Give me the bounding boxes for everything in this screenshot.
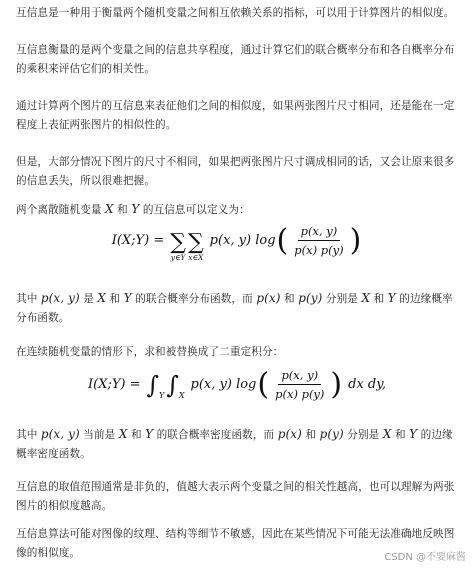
formula-tail: dx dy, <box>348 377 386 392</box>
text-span: 和 <box>109 293 121 305</box>
right-paren: ) <box>349 222 362 258</box>
math-py: p(y) <box>319 427 344 441</box>
text-span: 其中 <box>16 429 38 441</box>
text-span: 是 <box>83 293 94 305</box>
paragraph-limitation: 互信息算法可能对图像的纹理、结构等细节不敏感，因此在某些情况下可能无法准确地反映图像的相似度。 <box>16 528 455 559</box>
fraction-numerator: p(x, y) <box>278 368 321 385</box>
integral-subscript: X <box>178 390 185 400</box>
right-paren: ) <box>330 366 343 402</box>
formula-term: p(x, y) log <box>190 377 257 392</box>
fraction-denominator: p(x) p(y) <box>275 387 325 401</box>
integral-symbol: ∫ <box>166 370 179 399</box>
left-paren: ( <box>257 366 270 402</box>
math-var-y: Y <box>409 427 418 441</box>
integral-over-x <box>166 372 184 398</box>
math-var-x: X <box>97 291 107 305</box>
fraction-denominator: p(x) p(y) <box>294 243 344 257</box>
paragraph-value-range: 互信息的取值范围通常是非负的，值越大表示两个变量之间的相关性越高，也可以理解为两张图片的相似度越高。 <box>16 481 455 512</box>
paragraph-continuous-explain <box>16 425 462 464</box>
paragraph-size-caveat: 但是，大部分情况下图片的尺寸不相同，如果把两张图片尺寸调成相同的话，又会让原来很多的信息丢失，所以很难把握。 <box>16 156 455 187</box>
text-span: 和 <box>305 429 317 441</box>
sum-over-y <box>170 229 186 262</box>
integral-subscript: Y <box>159 390 165 400</box>
text-span: 两个离散随机变量 <box>16 204 102 216</box>
text-span: 和 <box>117 204 128 216</box>
text-span: 和 <box>130 429 142 441</box>
left-paren: ( <box>276 222 289 258</box>
math-py: p(y) <box>298 291 323 305</box>
paragraph-definition: 互信息衡量的是两个变量之间的信息共享程度，通过计算它们的联合概率分布和各自概率分布的乘积来评估它们的相关性。 <box>16 44 455 75</box>
sum-symbol: ∑ <box>187 229 204 255</box>
fraction <box>272 368 327 401</box>
text-span: 的联合概率密度函数，而 <box>156 429 275 441</box>
paragraph-discrete-intro <box>16 200 462 220</box>
formula-discrete-mi <box>0 222 474 262</box>
text-span: 当前是 <box>83 429 116 441</box>
csdn-watermark: CSDN @不要麻酱 <box>384 552 466 563</box>
math-var-y: Y <box>123 291 132 305</box>
formula-term: p(x, y) log <box>209 233 276 248</box>
math-var-x: X <box>118 427 128 441</box>
paragraph-intro: 互信息是一种用于衡量两个随机变量之间相互依赖关系的指标，可以用于计算图片的相似度。 <box>16 7 455 19</box>
paragraph-image-similarity: 通过计算两个图片的互信息来表征他们之间的相似度，如果两张图片尺寸相同，还是能在一定程度上表征两张图片的相似性的。 <box>16 100 455 131</box>
math-px: p(x) <box>256 291 281 305</box>
paragraph-discrete-explain <box>16 289 462 328</box>
integral-symbol: ∫ <box>146 370 160 399</box>
math-var-y: Y <box>145 427 154 441</box>
sum-subscript: x∈X <box>188 252 204 262</box>
text-span: 分别是 <box>347 429 380 441</box>
math-var-x: X <box>361 291 371 305</box>
text-span: 和 <box>373 293 385 305</box>
math-var-x: X <box>105 202 114 216</box>
math-var-x: X <box>382 427 392 441</box>
integral-over-y <box>147 372 165 398</box>
math-var-y: Y <box>387 291 396 305</box>
math-pxy: p(x, y) <box>40 427 80 441</box>
text-span: 的边缘概率分布函数。 <box>16 293 453 324</box>
fraction <box>291 224 346 257</box>
formula-lhs: I(X;Y) = <box>87 377 141 392</box>
paragraph-continuous-intro: 在连续随机变量的情形下，求和被替换成了二重定积分： <box>16 346 284 358</box>
math-var-y: Y <box>131 202 140 216</box>
math-px: p(x) <box>277 427 302 441</box>
text-span: 的联合概率分布函数，而 <box>135 293 253 305</box>
text-span: 和 <box>284 293 295 305</box>
fraction-numerator: p(x, y) <box>298 224 341 241</box>
text-span: 的互信息可以定义为： <box>142 204 250 216</box>
sum-subscript: y∈Y <box>170 252 186 262</box>
math-pxy: p(x, y) <box>40 291 80 305</box>
text-span: 和 <box>394 429 406 441</box>
text-span: 其中 <box>16 293 38 305</box>
formula-continuous-mi <box>0 368 474 401</box>
sum-over-x <box>187 229 204 262</box>
text-span: 分别是 <box>325 293 358 305</box>
formula-lhs: I(X;Y) = <box>111 233 165 248</box>
text-span: 的边缘概率密度函数。 <box>16 429 453 460</box>
sum-symbol: ∑ <box>170 229 186 255</box>
